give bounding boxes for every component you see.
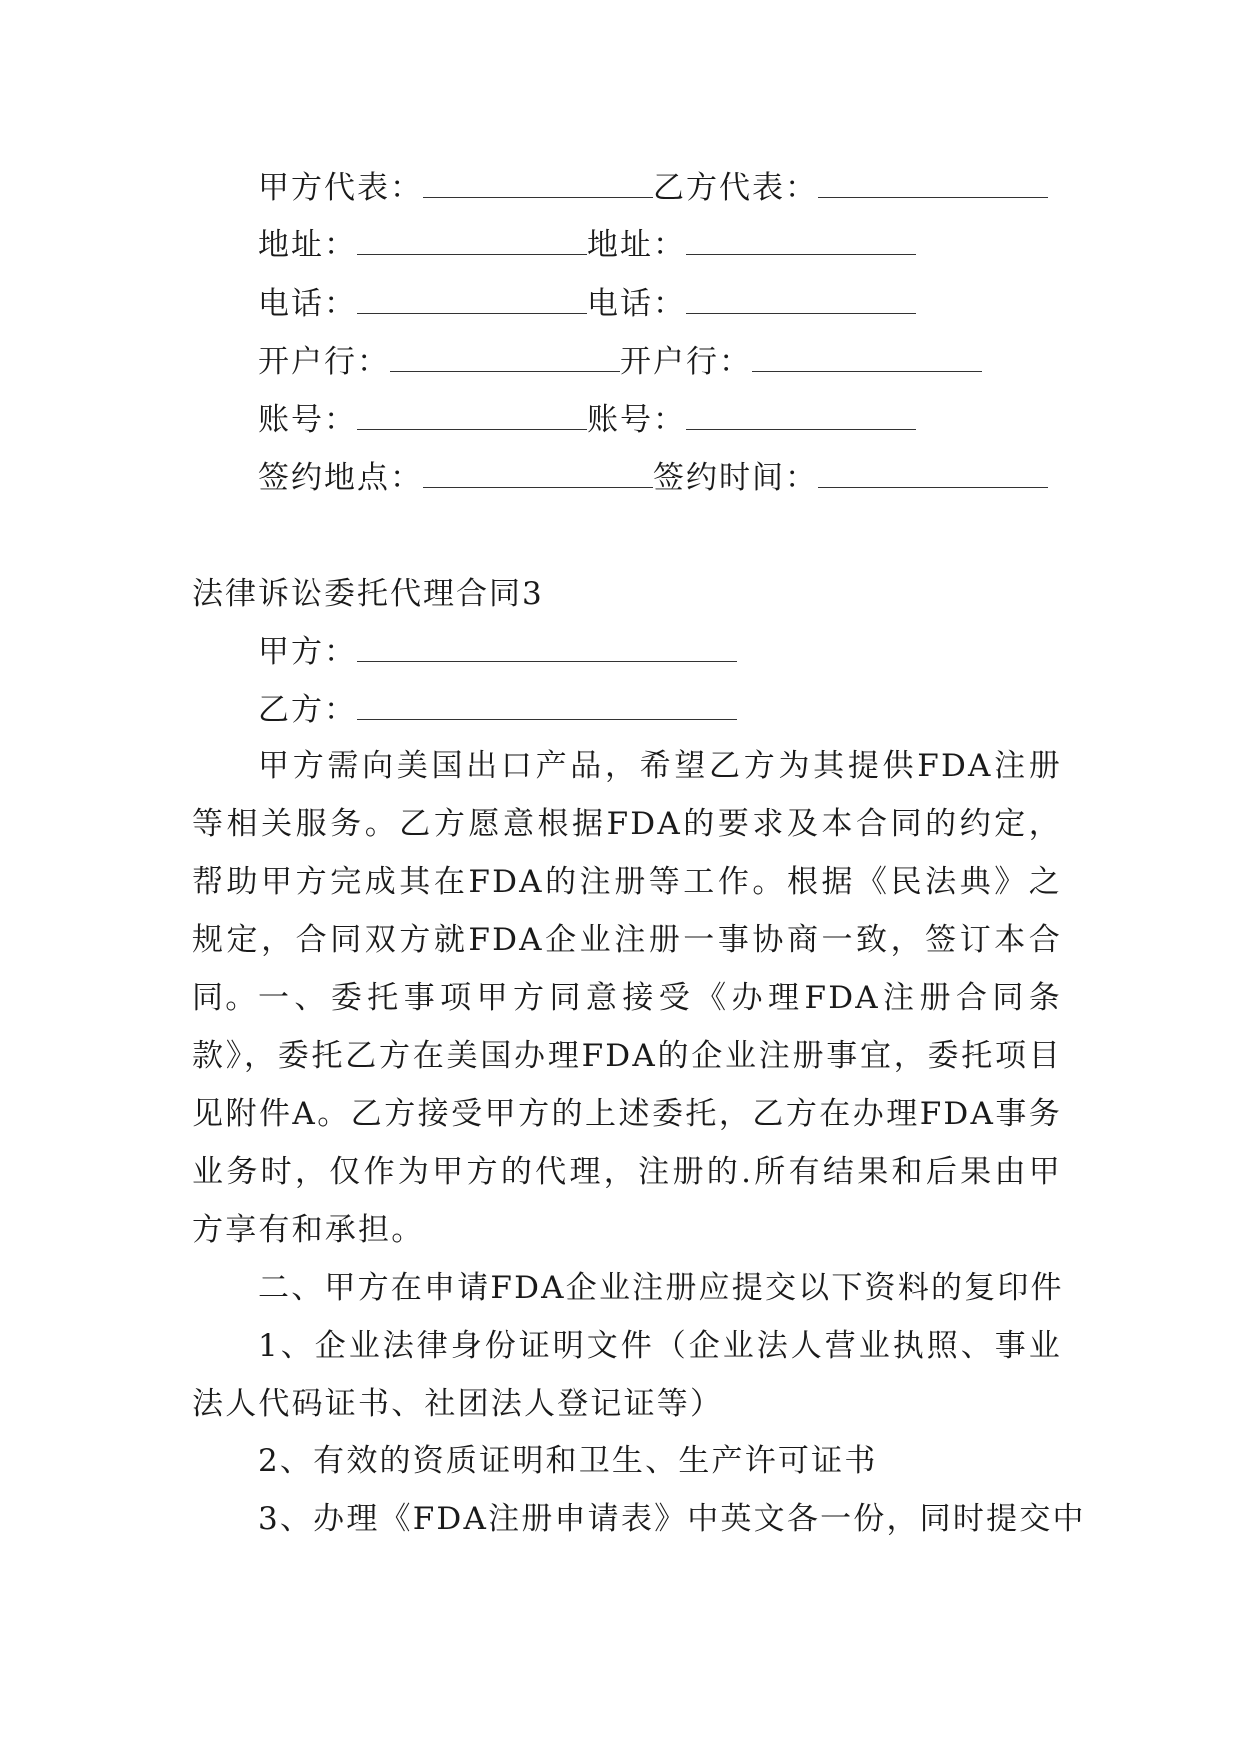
intro-paragraph: 甲方需向美国出口产品，希望乙方为其提供FDA注册等相关服务。乙方愿意根据FDA的要求及本合同的约定，帮助甲方完成其在FDA的注册等工作。根据《民法典》之规定，合同双方就FDA企业注册一事协商一致，签订本合同。 (192, 748, 1062, 1016)
addr-a-blank (357, 232, 587, 255)
addr-a-label: 地址： (258, 227, 357, 263)
account-a-blank (357, 407, 587, 430)
phone-a-blank (357, 291, 587, 314)
address-row (258, 225, 916, 265)
phone-row (258, 284, 916, 324)
account-b-blank (686, 407, 916, 430)
rep-b-blank (818, 175, 1048, 198)
bank-b-blank (752, 349, 982, 372)
addr-b-label: 地址： (587, 227, 686, 263)
rep-a-blank (423, 175, 653, 198)
party-b-blank (357, 697, 737, 720)
party-b-row (258, 690, 737, 730)
clause-1-paragraph: 一、委托事项甲方同意接受《办理FDA注册合同条款》，委托乙方在美国办理FDA的企业注册事宜，委托项目见附件A。乙方接受甲方的上述委托，乙方在办理FDA事务业务时，仅作为甲方的代理，注册的.所有结果和后果由甲方享有和承担。 (192, 980, 1062, 1248)
account-b-label: 账号： (587, 402, 686, 438)
party-a-blank (357, 639, 737, 662)
sign-time-label: 签约时间： (653, 460, 818, 496)
section-title: 法律诉讼委托代理合同3 (192, 576, 544, 612)
sign-time-blank (818, 465, 1048, 488)
sign-row (258, 458, 1048, 498)
party-b-label: 乙方： (258, 692, 357, 728)
phone-b-blank (686, 291, 916, 314)
bank-a-label: 开户行： (258, 344, 390, 380)
account-a-label: 账号： (258, 402, 357, 438)
rep-b-label: 乙方代表： (653, 170, 818, 206)
phone-a-label: 电话： (258, 286, 357, 322)
item-1-paragraph: 1、企业法律身份证明文件（企业法人营业执照、事业法人代码证书、社团法人登记证等） (192, 1328, 1062, 1422)
phone-b-label: 电话： (587, 286, 686, 322)
item-2-line: 2、有效的资质证明和卫生、生产许可证书 (258, 1443, 878, 1479)
rep-a-label: 甲方代表： (258, 170, 423, 206)
bank-a-blank (390, 349, 620, 372)
party-a-label: 甲方： (258, 634, 357, 670)
bank-row (258, 342, 982, 382)
clause-2-heading: 二、甲方在申请FDA企业注册应提交以下资料的复印件 (258, 1270, 1064, 1306)
rep-row (258, 168, 1048, 208)
sign-place-label: 签约地点： (258, 460, 423, 496)
bank-b-label: 开户行： (620, 344, 752, 380)
addr-b-blank (686, 232, 916, 255)
party-a-row (258, 632, 737, 672)
sign-place-blank (423, 465, 653, 488)
account-row (258, 400, 916, 440)
item-3-line: 3、办理《FDA注册申请表》中英文各一份，同时提交中 (258, 1501, 1086, 1537)
